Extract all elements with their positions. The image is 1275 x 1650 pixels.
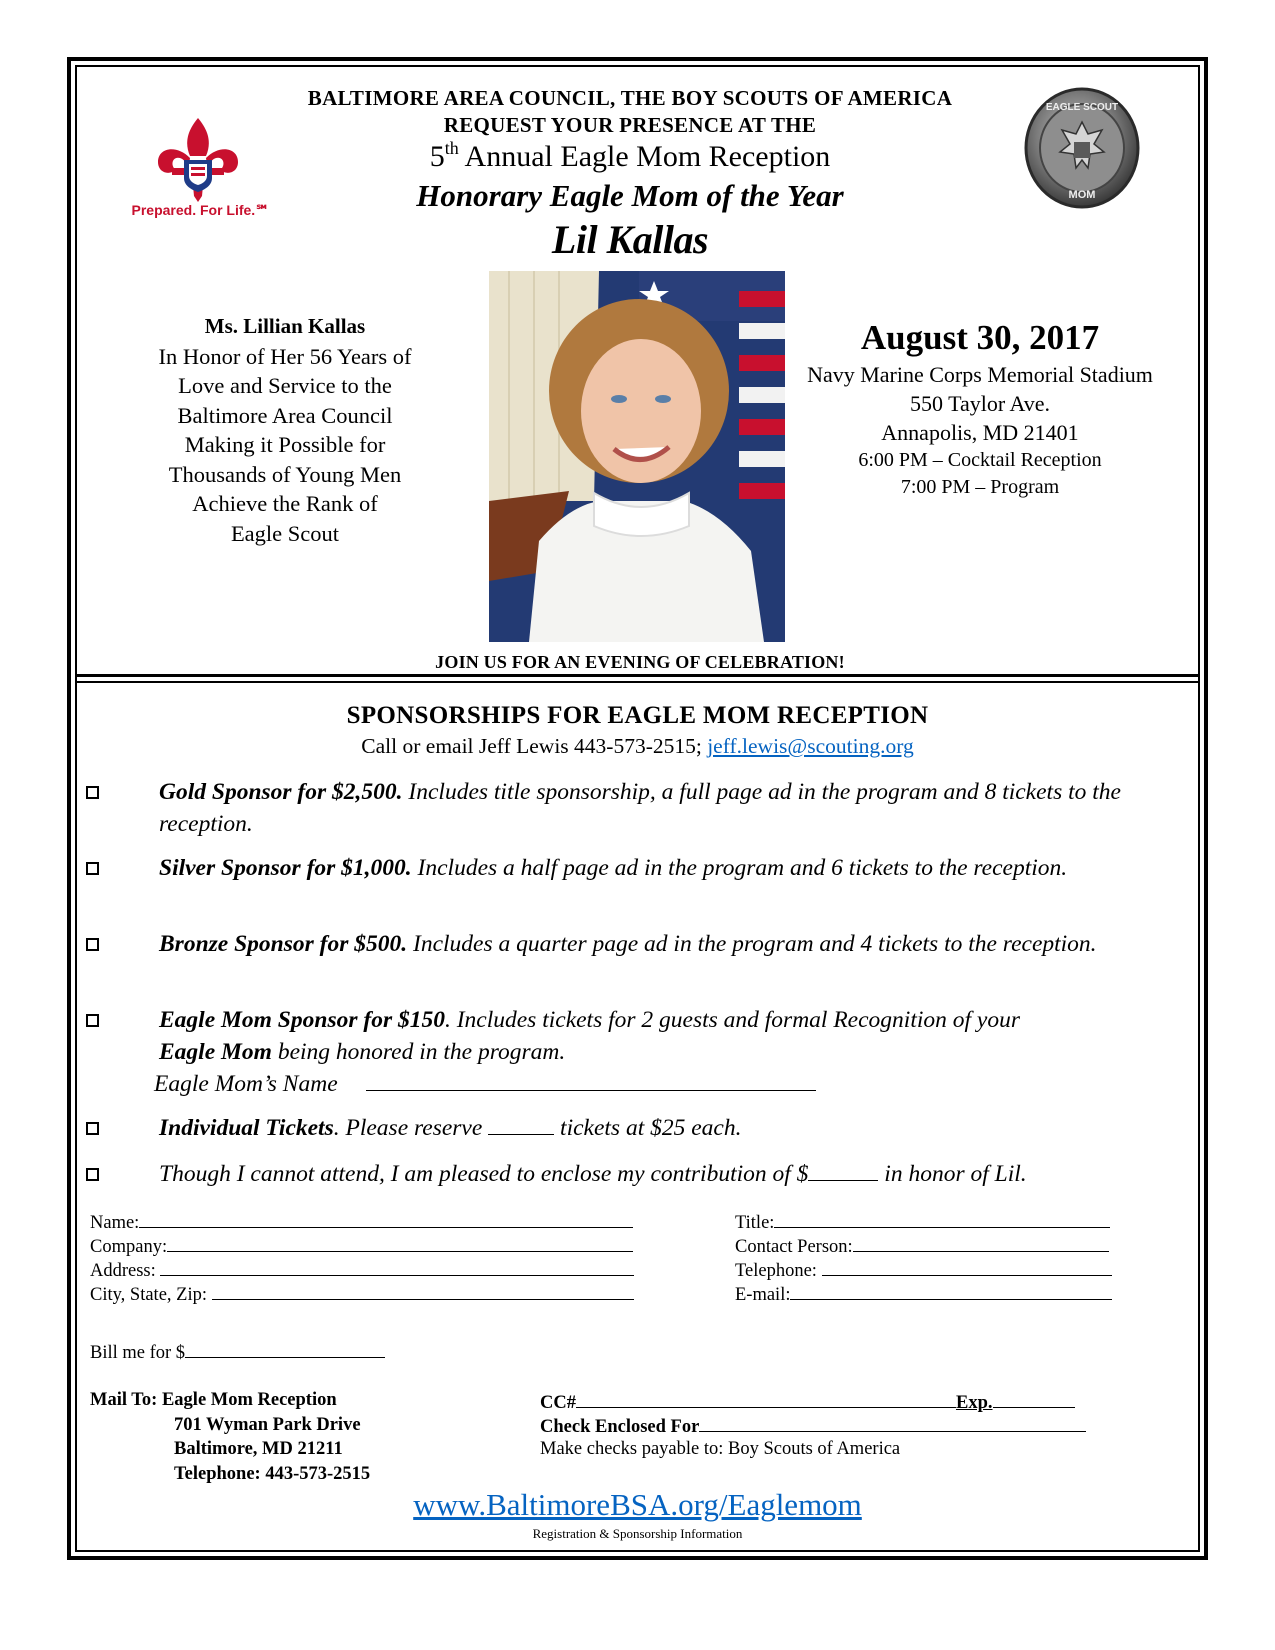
event-time-program: 7:00 PM – Program [900,476,1060,498]
eagle-mom-bold: Eagle Mom [159,1039,272,1065]
eagle-scout-mom-medal-icon [1022,86,1142,210]
name-row [90,1210,633,1234]
contact-email-link[interactable]: jeff.lewis@scouting.org [707,734,914,758]
name-label: Name: [90,1213,140,1233]
mail-city: Baltimore, MD 21211 [174,1439,343,1459]
eagle-mom-description-2: being honored in the program. [271,1039,566,1065]
website-row [250,1487,1025,1523]
sponsorships-contact [200,734,1075,759]
cc-row [540,1390,1075,1414]
mail-phone: Telephone: 443-573-2515 [174,1463,371,1484]
bill-label: Bill me for $ [90,1343,186,1363]
silver-label: Silver Sponsor for $1,000. [159,855,412,881]
individual-label: Individual Tickets [159,1115,334,1141]
check-field[interactable] [699,1414,1086,1432]
honor-text-block [140,312,430,548]
title-label: Title: [735,1213,775,1233]
email-label: E-mail: [735,1285,791,1305]
registration-note: Registration & Sponsorship Information [532,1526,743,1541]
contribution-description: Though I cannot attend, I am pleased to enclose my contribution of $ [159,1161,809,1187]
medal-top-text: EAGLE SCOUT [1045,102,1119,113]
honoree-full-name: Ms. Lillian Kallas [204,314,366,338]
contact-field[interactable] [853,1234,1109,1252]
contact-row [735,1234,1109,1258]
contribution-description-2: in honor of Lil. [878,1161,1027,1187]
eagle-mom-description: . Includes tickets for 2 guests and formal Recognition of your [444,1007,1020,1033]
honor-line: In Honor of Her 56 Years of [158,343,412,369]
telephone-field[interactable] [822,1258,1112,1276]
company-field[interactable] [167,1234,633,1252]
event-date: August 30, 2017 [860,318,1100,357]
eagle-mom-name-field[interactable] [366,1069,816,1091]
bronze-checkbox[interactable] [86,938,99,951]
sponsorships-title: SPONSORSHIPS FOR EAGLE MOM RECEPTION [346,702,929,729]
contribution-amount-field[interactable] [808,1159,878,1181]
contact-label: Contact Person: [735,1237,853,1257]
ordinal-number: 5 [429,140,445,173]
exp-field[interactable] [993,1390,1075,1408]
bronze-description: Includes a quarter page ad in the program and 4 tickets to the reception. [407,931,1097,957]
honor-line: Eagle Scout [230,520,340,546]
cc-label: CC# [540,1393,576,1413]
gold-checkbox[interactable] [86,786,99,799]
title-field[interactable] [774,1210,1110,1228]
request-heading: REQUEST YOUR PRESENCE AT THE [443,113,817,137]
mail-street: 701 Wyman Park Drive [174,1414,361,1435]
payable-note: Make checks payable to: Boy Scouts of America [540,1439,901,1459]
honor-line: Thousands of Young Men [168,461,402,487]
bronze-label: Bronze Sponsor for $500. [159,931,408,957]
event-street: 550 Taylor Ave. [909,391,1050,416]
address-label: Address: [90,1261,161,1281]
honorary-heading: Honorary Eagle Mom of the Year [416,178,844,213]
honor-line: Baltimore Area Council [177,402,393,428]
email-field[interactable] [790,1282,1112,1300]
council-heading: BALTIMORE AREA COUNCIL, THE BOY SCOUTS OF AMERICA [307,86,953,110]
individual-description-2: tickets at $25 each. [554,1115,742,1141]
honor-line: Achieve the Rank of [192,491,378,516]
bill-row [90,1340,385,1364]
exp-label: Exp. [955,1393,993,1413]
city-field[interactable] [212,1282,634,1300]
telephone-label: Telephone: [735,1261,822,1281]
event-name: Annual Eagle Mom Reception [458,140,831,173]
company-label: Company: [90,1237,168,1257]
city-label: City, State, Zip: [90,1285,212,1305]
silver-description: Includes a half page ad in the program and 6 tickets to the reception. [411,855,1068,881]
title-row [735,1210,1110,1234]
eagle-mom-checkbox[interactable] [86,1014,99,1027]
honor-line: Love and Service to the [178,373,392,398]
city-row [90,1282,634,1306]
contribution-checkbox[interactable] [86,1168,99,1181]
ordinal-suffix: th [444,138,459,158]
event-details [790,316,1170,501]
section-divider [75,674,1200,677]
ticket-count-field[interactable] [488,1113,554,1135]
event-city: Annapolis, MD 21401 [881,420,1079,445]
name-field[interactable] [139,1210,633,1228]
join-banner: JOIN US FOR AN EVENING OF CELEBRATION! [435,652,845,672]
bsa-tagline: Prepared. For Life.℠ [131,202,270,218]
individual-checkbox[interactable] [86,1122,99,1135]
eagle-mom-label: Eagle Mom Sponsor for $150 [159,1007,445,1033]
honor-line: Making it Possible for [184,432,386,457]
website-link[interactable]: www.BaltimoreBSA.org/Eaglemom [413,1487,862,1522]
eagle-mom-name-label: Eagle Mom’s Name [154,1071,338,1097]
event-heading [250,138,1010,174]
contact-text: Call or email Jeff Lewis 443-573-2515; [361,734,708,758]
mail-label: Mail To: Eagle Mom Reception [90,1390,337,1410]
check-row [540,1414,1086,1438]
bill-field[interactable] [185,1340,385,1358]
individual-description: . Please reserve [333,1115,489,1141]
email-row [735,1282,1112,1306]
company-row [90,1234,633,1258]
gold-label: Gold Sponsor for $2,500. [159,779,403,805]
check-label: Check Enclosed For [540,1417,700,1437]
address-row [90,1258,634,1282]
cc-field[interactable] [576,1390,956,1408]
honoree-name: Lil Kallas [551,217,709,262]
gold-description: Includes title sponsorship, a full page ad in the program and 8 tickets to the reception. [159,779,1121,837]
address-field[interactable] [160,1258,634,1276]
medal-bottom-text: MOM [1068,189,1096,201]
event-time-reception: 6:00 PM – Cocktail Reception [858,449,1102,471]
mail-to-block [90,1388,370,1486]
silver-checkbox[interactable] [86,862,99,875]
honoree-photo [489,271,785,642]
section-divider [75,681,1200,683]
telephone-row [735,1258,1112,1282]
event-venue: Navy Marine Corps Memorial Stadium [807,362,1153,387]
